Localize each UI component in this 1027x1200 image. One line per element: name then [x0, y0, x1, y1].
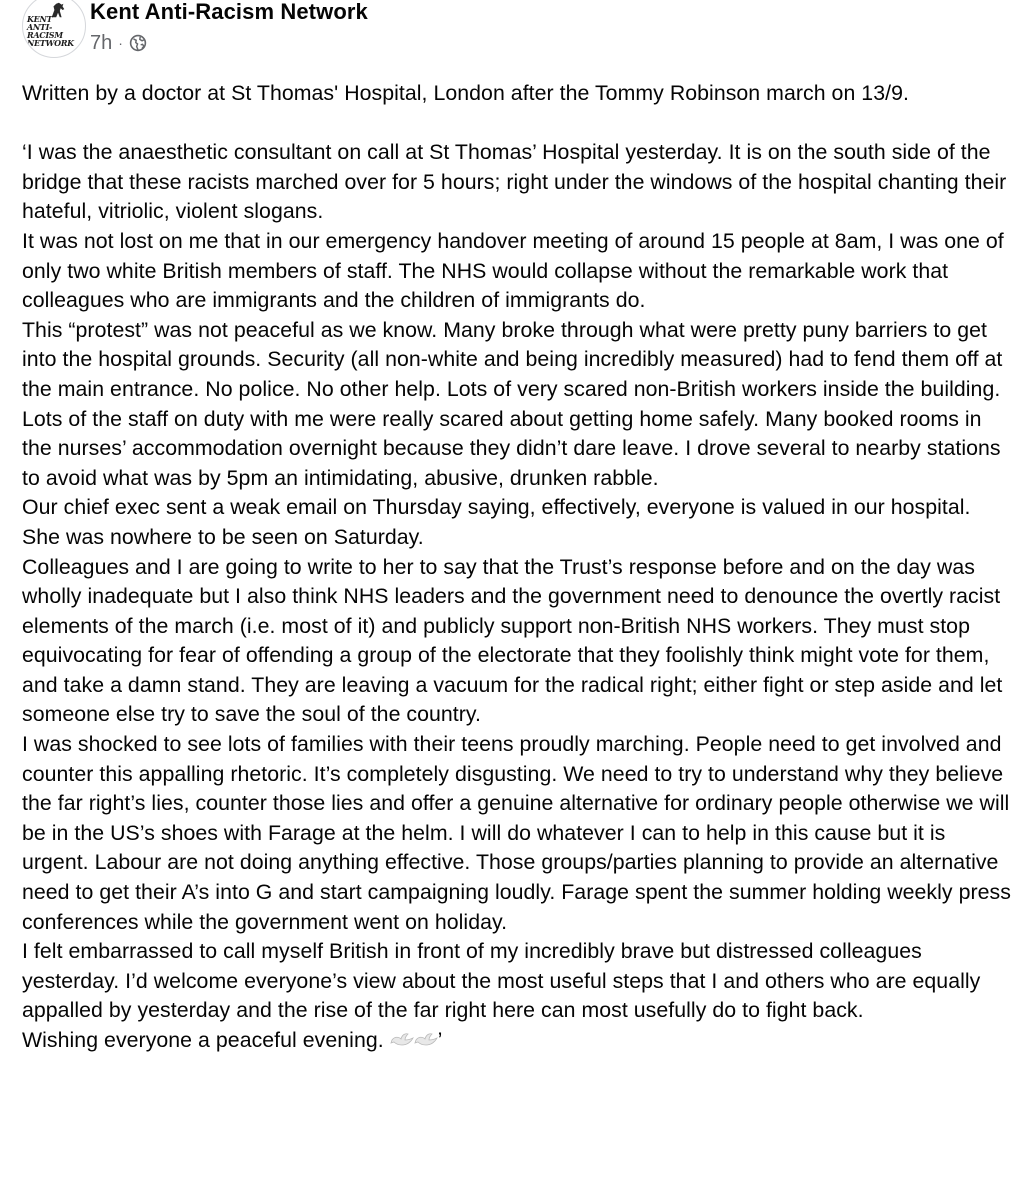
post-paragraph: I was shocked to see lots of families with their teens proudly marching. People need to get involved and counter this appalling rhetoric. It’s completely disgusting. We need to try to understand why they believe the far right’s lies, counter those lies and offer a genuine alternative for ordinary people otherwise we will be in the US’s shoes with Farage at the helm. I will do whatever I can to help in this cause but it is urgent. Labour are not doing anything effective. Those groups/parties planning to provide an alternative need to get their A’s into G and start campaigning loudly. Farage spent the summer holding weekly press conferences while the government went on holiday. [22, 732, 1011, 934]
post-paragraph: This “protest” was not peaceful as we know. Many broke through what were pretty puny barriers to get into the hospital grounds. Security (all non-white and being incredibly measured) had to fend them off at the main entrance. No police. No other help. Lots of very scared non-British workers inside the building. Lots of the staff on duty with me were really scared about getting home safely. Many booked rooms in the nurses’ accommodation overnight because they didn’t dare leave. I drove several to nearby stations to avoid what was by 5pm an intimidating, abusive, drunken rabble. [22, 317, 1003, 490]
post-body [22, 79, 1012, 1056]
closing-quote: ’ [437, 1028, 443, 1052]
post-meta [90, 30, 147, 56]
avatar-logo-text: KENT ANTI-RACISM NETWORK [27, 14, 74, 48]
post-header [22, 0, 1002, 60]
globe-icon[interactable] [129, 34, 147, 52]
post-paragraph: It was not lost on me that in our emergency handover meeting of around 15 people at 8am, I was one of only two white British members of staff. The NHS would collapse without the remarkable work that colleagues who are immigrants and the children of immigrants do. [22, 228, 1004, 313]
dove-icon [414, 1031, 438, 1049]
post-paragraph: I felt embarrassed to call myself British in front of my incredibly brave but distressed colleagues yesterday. I’d welcome everyone’s view about the most useful steps that I and others who are equally appalled by yesterday and the rise of the far right here can most usefully do to fight back. [22, 939, 981, 1023]
post-paragraph: Our chief exec sent a weak email on Thursday saying, effectively, everyone is valued in our hospital. She was nowhere to be seen on Saturday. [22, 495, 971, 549]
page-name-link[interactable]: Kent Anti-Racism Network [90, 0, 368, 24]
post-timestamp[interactable]: 7h [90, 31, 113, 54]
post-closing [22, 1026, 1012, 1056]
page-avatar[interactable] [22, 0, 86, 58]
post-paragraph: Colleagues and I are going to write to her to say that the Trust’s response before and on the day was wholly inadequate but I also think NHS leaders and the government need to denounce the overtly racist elements of the march (i.e. most of it) and publicly support non-British NHS workers. They must stop equivocating for fear of offending a group of the electorate that they foolishly think might vote for them, and take a damn stand. They are leaving a vacuum for the radical right; either fight or step aside and let someone else try to save the soul of the country. [22, 554, 1003, 727]
closing-text: Wishing everyone a peaceful evening. [22, 1028, 390, 1052]
paragraph-spacer [22, 109, 1012, 139]
post-paragraph: ‘I was the anaesthetic consultant on call at St Thomas’ Hospital yesterday. It is on the south side of the bridge that these racists marched over for 5 hours; right under the windows of the hospital chanting their hateful, vitriolic, violent slogans. [22, 140, 1007, 224]
post-intro: Written by a doctor at St Thomas' Hospital, London after the Tommy Robinson march on 13/9. [22, 81, 909, 105]
meta-separator: · [118, 35, 123, 51]
dove-icon [390, 1031, 414, 1049]
